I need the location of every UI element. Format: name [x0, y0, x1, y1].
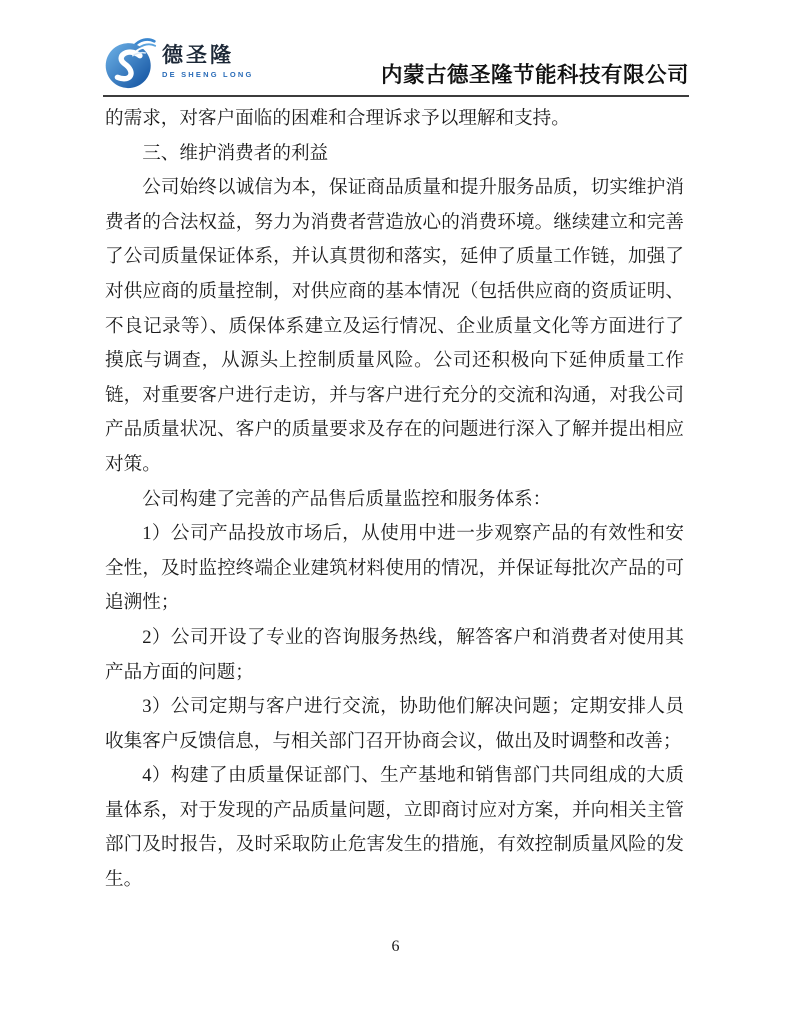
logo-subtitle: DE SHENG LONG: [162, 69, 254, 79]
dragon-s-logo-icon: [103, 34, 157, 90]
page-footer: [0, 938, 791, 956]
list-item-2: 2）公司开设了专业的咨询服务热线，解答客户和消费者对使用其产品方面的问题；: [105, 626, 684, 683]
section-heading: 三、维护消费者的利益: [142, 142, 329, 164]
paragraph-continuation: 的需求，对客户面临的困难和合理诉求予以理解和支持。: [105, 108, 570, 129]
company-name: 内蒙古德圣隆节能科技有限公司: [380, 63, 689, 87]
paragraph: 公司始终以诚信为本，保证商品质量和提升服务品质，切实维护消费者的合法权益，努力为消费者营造放心的消费环境。继续建立和完善了公司质量保证体系，并认真贯彻和落实，延伸了质量工作链，加强了对供应商的质量控制，对供应商的基本情况（包括供应商的资质证明、不良记录等）、质保体系建立及运行情况、企业质量文化等方面进行了摸底与调查，从源头上控制质量风险。公司还积极向下延伸质量工作链，对重要客户进行走访，并与客户进行充分的交流和沟通，对我公司产品质量状况、客户的质量要求及存在的问题进行深入了解并提出相应对策。: [105, 177, 684, 475]
company-logo: [103, 34, 254, 90]
paragraph: 公司构建了完善的产品售后质量监控和服务体系：: [142, 488, 552, 510]
document-body: [105, 102, 684, 898]
page-header: [103, 34, 689, 97]
list-item-1: 1）公司产品投放市场后，从使用中进一步观察产品的有效性和安全性，及时监控终端企业建筑材料使用的情况，并保证每批次产品的可追溯性；: [105, 523, 684, 614]
list-item-3: 3）公司定期与客户进行交流，协助他们解决问题；定期安排人员收集客户反馈信息，与相关部门召开协商会议，做出及时调整和改善；: [105, 696, 684, 752]
logo-text: [162, 45, 254, 78]
list-item-4: 4）构建了由质量保证部门、生产基地和销售部门共同组成的大质量体系，对于发现的产品质量问题，立即商讨应对方案，并向相关主管部门及时报告，及时采取防止危害发生的措施，有效控制质量风险的发生。: [105, 765, 684, 891]
logo-name: 德圣隆: [162, 44, 234, 68]
page-number: 6: [391, 938, 400, 955]
